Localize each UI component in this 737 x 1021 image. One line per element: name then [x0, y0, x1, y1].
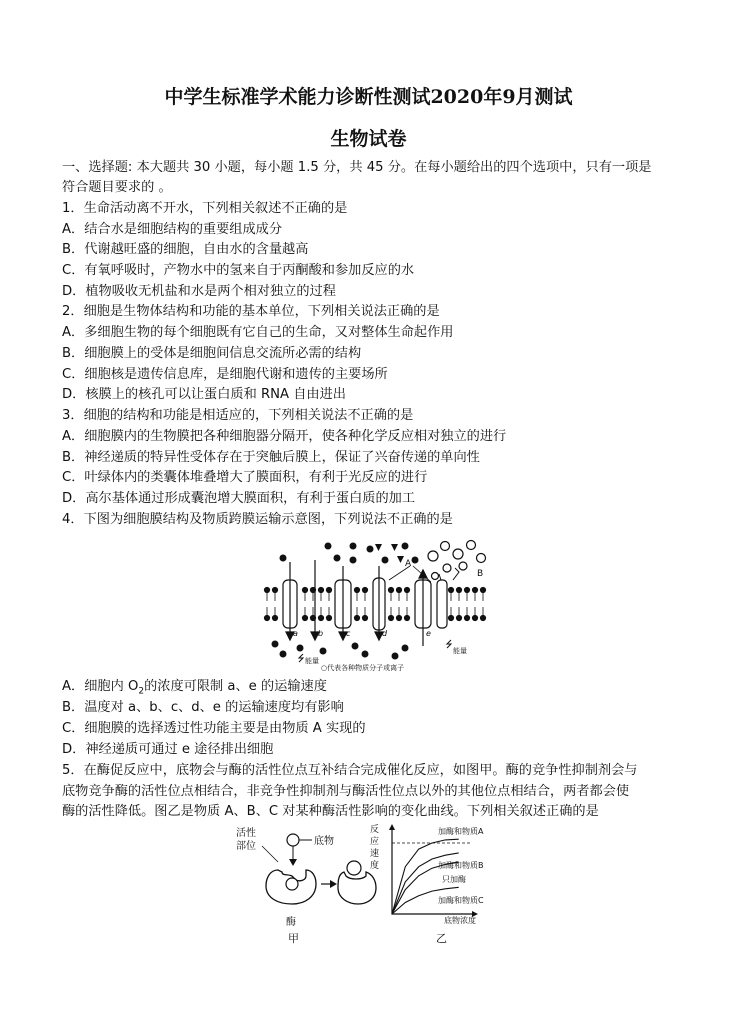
question-2-option-d: D．核膜上的核孔可以让蛋白质和 RNA 自由进出 [62, 387, 346, 402]
reaction-arrowhead [330, 880, 337, 888]
energy-label-left: 能量 [305, 657, 319, 665]
question-1-stem: 1．生命活动离不开水，下列相关叙述不正确的是 [62, 201, 348, 216]
active-site-label-1: 活性 [236, 828, 256, 839]
question-5-stem-line-3: 酶的活性降低。图乙是物质 A、B、C 对某种酶活性影响的变化曲线。下列相关叙述正确的是 [62, 804, 599, 819]
curve-label-enzyme: 只加酶 [442, 875, 466, 884]
curve-label-c: 加酶和物质C [438, 896, 484, 905]
section-intro-line-1: 一、选择题: 本大题共 30 小题，每小题 1.5 分，共 45 分。在每小题给出的四个选项中，只有一项是 [62, 160, 652, 175]
enzyme-rate-chart [362, 822, 512, 948]
question-1-option-a: A．结合水是细胞结构的重要组成成分 [62, 222, 283, 237]
panel-label-jia: 甲 [288, 932, 299, 945]
energy-zigzag-left [299, 654, 303, 662]
curve-label-a: 加酶和物质A [438, 827, 484, 836]
intracellular-molecules [272, 641, 409, 660]
question-4-option-b: B．温度对 a、b、c、d、e 的运输速度均有影响 [62, 700, 344, 715]
substrate-arrowhead [289, 859, 297, 866]
x-axis-label: 底物浓度 [444, 916, 476, 925]
question-4-option-d: D．神经递质可通过 e 途径排出细胞 [62, 742, 274, 757]
enzyme-binding-figure [230, 826, 380, 946]
membrane-legend: ○代表各种物质分子或离子 [321, 664, 405, 672]
product-circle [347, 861, 361, 875]
transport-arrows [286, 560, 427, 646]
svg-text:b: b [318, 629, 324, 638]
page-subtitle: 生物试卷 [330, 128, 407, 150]
question-1-option-b: B．代谢越旺盛的细胞，自由水的含量越高 [62, 242, 309, 257]
question-2-stem: 2．细胞是生物体结构和功能的基本单位，下列相关说法正确的是 [62, 304, 440, 319]
extracellular-molecules [280, 543, 419, 564]
y-axis-char-3: 速 [370, 849, 380, 859]
question-3-option-d: D．高尔基体通过形成囊泡增大膜面积，有利于蛋白质的加工 [62, 491, 416, 506]
triangle-molecules [375, 544, 404, 563]
question-5-stem-line-2: 底物竞争酶的活性位点相结合，非竞争性抑制剂与酶活性位点以外的其他位点相结合，两者都会使 [62, 784, 630, 799]
svg-text:c: c [346, 629, 351, 638]
question-3-option-c: C．叶绿体内的类囊体堆叠增大了膜面积，有利于光反应的进行 [62, 470, 428, 485]
page-title: 中学生标准学术能力诊断性测试2020年9月测试 [164, 86, 573, 108]
question-5-stem-line-1: 5．在酶促反应中，底物会与酶的活性位点互补结合完成催化反应，如图甲。酶的竞争性抑制剂会与 [62, 763, 638, 778]
energy-zigzag-right [447, 640, 451, 648]
question-3-option-a: A．细胞膜内的生物膜把各种细胞器分隔开，使各种化学反应相对独立的进行 [62, 429, 507, 444]
active-site-label-2: 部位 [236, 841, 256, 852]
y-axis-char-1: 反 [370, 825, 380, 835]
y-axis-char-2: 应 [370, 837, 380, 847]
glycoprotein-chain [439, 568, 459, 580]
svg-text:d: d [382, 629, 388, 638]
question-2-option-b: B．细胞膜上的受体是细胞间信息交流所必需的结构 [62, 346, 362, 361]
question-1-option-c: C．有氧呼吸时，产物水中的氢来自于丙酮酸和参加反应的水 [62, 263, 415, 278]
protein-label-A: A [405, 559, 412, 569]
svg-text:e: e [426, 629, 431, 638]
y-axis-arrowhead [389, 824, 395, 830]
question-2-option-c: C．细胞核是遗传信息库，是细胞代谢和遗传的主要场所 [62, 367, 388, 382]
active-site-pointer [262, 846, 278, 862]
substrate-label: 底物 [314, 836, 334, 847]
section-intro-line-2: 符合题目要求的 。 [62, 180, 172, 195]
question-2-option-a: A．多细胞生物的每个细胞既有它自己的生命，又对整体生命起作用 [62, 325, 454, 340]
question-3-option-b: B．神经递质的特异性受体存在于突触后膜上，保证了兴奋传递的单向性 [62, 450, 480, 465]
energy-label-right: 能量 [453, 647, 467, 655]
svg-text:a: a [293, 629, 298, 638]
glycoprotein-label-B: B [477, 569, 484, 579]
question-1-option-d: D．植物吸收无机盐和水是两个相对独立的过程 [62, 284, 336, 299]
enzyme-label: 酶 [286, 917, 296, 928]
membrane-transport-figure [255, 536, 495, 674]
panel-label-yi: 乙 [436, 932, 447, 945]
y-axis-char-4: 度 [370, 861, 380, 871]
question-4-option-c: C．细胞膜的选择透过性功能主要是由物质 A 实现的 [62, 721, 366, 736]
substrate-circle [287, 834, 299, 846]
curve-label-b: 加酶和物质B [438, 861, 484, 870]
bound-substrate [286, 878, 298, 890]
question-3-stem: 3．细胞的结构和功能是相适应的，下列相关说法不正确的是 [62, 408, 414, 423]
question-4-option-a: A．细胞内 $O_2$的浓度可限制 a、e 的运输速度 [62, 679, 327, 697]
question-4-stem: 4．下图为细胞膜结构及物质跨膜运输示意图，下列说法不正确的是 [62, 512, 453, 527]
